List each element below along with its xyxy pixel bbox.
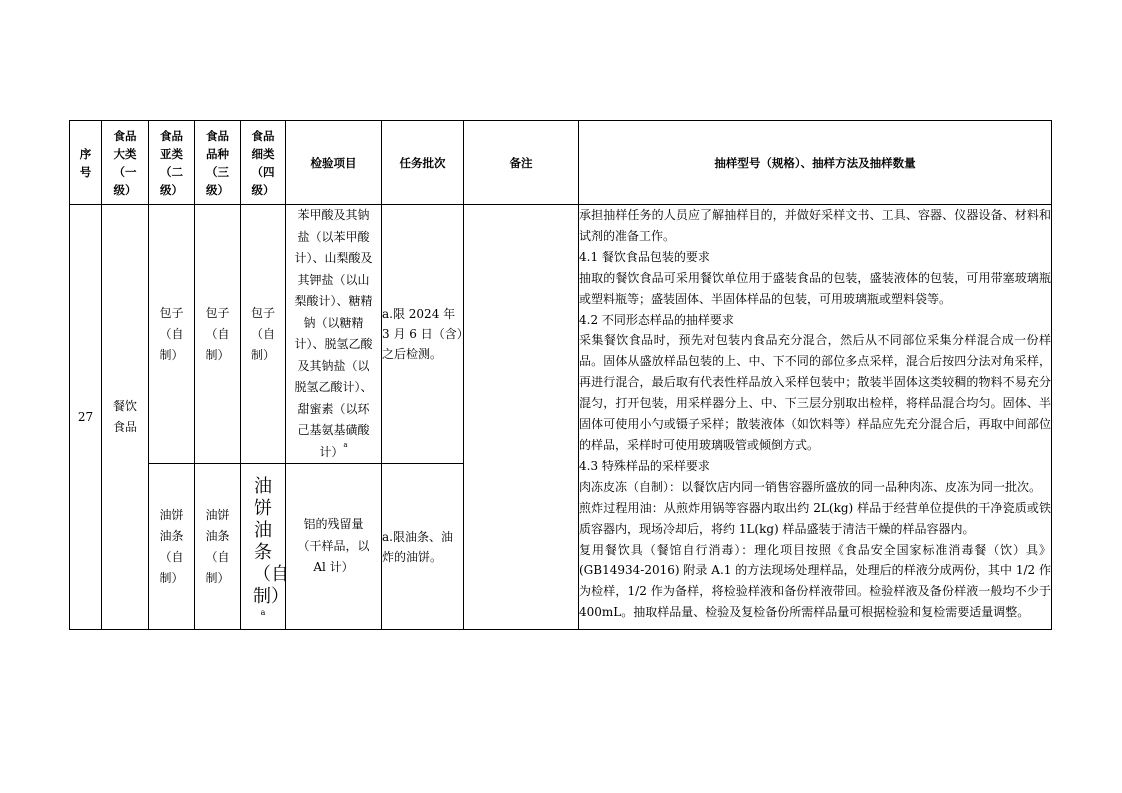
items-cell: 铝的残留量（干样品，以 Al 计） — [286, 464, 382, 630]
cat4-cell — [241, 464, 289, 630]
method-paragraph: 煎炸过程用油：从煎炸用锅等容器内取出约 2L(kg) 样品于经营单位提供的干净瓷质或铁质容器内，现场冷却后，将约 1L(kg) 样品盛装于清洁干燥的样品容器内。 — [579, 500, 1051, 536]
method-heading: 4.2 不同形态样品的抽样要求 — [579, 312, 734, 327]
batch-cell: a.限 2024 年 3 月 6 日（含）之后检测。 — [382, 205, 464, 464]
header-cat1: 食品大类（一级） — [102, 121, 149, 205]
method-paragraph: 复用餐饮具（餐馆自行消毒）：理化项目按照《食品安全国家标准消毒餐（饮）具》(GB14934-2016) 附录 A.1 的方法现场处理样品，处理后的样液分成两份，其中 1/2 作为检样，1/2 作为备样，将检验样液和备份样液带回。检验样液及备份样液一般均不少于 400mL。抽取样品量、检验及复检备份所需样品量可根据检验和复检需要适量调整。 — [579, 542, 1051, 620]
note-cell — [464, 205, 579, 630]
method-paragraph: 抽取的餐饮食品可采用餐饮单位用于盛装食品的包装，盛装液体的包装，可用带塞玻璃瓶或塑料瓶等；盛装固体、半固体样品的包装，可用玻璃瓶或塑料袋等。 — [579, 270, 1051, 306]
header-cat4: 食品细类（四级） — [241, 121, 286, 205]
items-text: 苯甲酸及其钠盐（以苯甲酸计）、山梨酸及其钾盐（以山梨酸计）、糖精钠（以糖精计）、脱氢乙酸及其钠盐（以脱氢乙酸计）、甜蜜素（以环己基氨基磺酸计） — [294, 208, 373, 459]
method-paragraph: 采集餐饮食品时，预先对包装内食品充分混合，然后从不同部位采集分样混合成一份样品。固体从盛放样品包装的上、中、下不同的部位多点采样，混合后按四分法对角采样，再进行混合，最后取有代表性样品放入采样包装中；散装半固体这类较稠的物料不易充分混匀，打开包装，用采样器分上、中、下三层分别取出检样，将样品混合均匀。固体、半固体可使用小勺或镊子采样；散装液体（如饮料等）样品应先充分混合后，再取中间部位的样品，采样时可使用玻璃吸管或倾倒方式。 — [579, 333, 1051, 452]
cat2-cell: 包子（自制） — [149, 205, 195, 464]
method-heading: 4.3 特殊样品的采样要求 — [579, 458, 710, 473]
table-row — [70, 205, 1052, 464]
header-method: 抽样型号（规格）、抽样方法及抽样数量 — [579, 121, 1052, 205]
header-batch: 任务批次 — [382, 121, 464, 205]
header-cat3: 食品品种（三级） — [195, 121, 241, 205]
method-paragraph: 承担抽样任务的人员应了解抽样目的，并做好采样文书、工具、容器、仪器设备、材料和试剂的准备工作。 — [579, 208, 1051, 243]
items-cell — [286, 205, 382, 464]
header-row — [70, 121, 1052, 205]
seq-cell: 27 — [70, 205, 102, 630]
method-paragraph: 肉冻皮冻（自制）：以餐饮店内同一销售容器所盛放的同一品种肉冻、皮冻为同一批次。 — [579, 479, 1042, 494]
cat3-cell: 油饼油条（自制） — [195, 464, 241, 630]
header-note: 备注 — [464, 121, 579, 205]
cat1-cell: 餐饮食品 — [102, 205, 149, 630]
method-heading: 4.1 餐饮食品包装的要求 — [579, 249, 710, 264]
method-cell — [579, 205, 1052, 630]
header-seq: 序号 — [70, 121, 102, 205]
footnote-mark: a — [343, 440, 348, 449]
footnote-mark: a — [260, 607, 266, 617]
cat2-cell: 油饼油条（自制） — [149, 464, 195, 630]
header-cat2: 食品亚类（二级） — [149, 121, 195, 205]
sampling-table — [69, 120, 1052, 630]
header-items: 检验项目 — [286, 121, 382, 205]
cat4-large-text: 油饼油条（自制） — [253, 475, 289, 607]
cat4-cell: 包子（自制） — [241, 205, 286, 464]
batch-cell: a.限油条、油炸的油饼。 — [382, 464, 464, 630]
cat3-cell: 包子（自制） — [195, 205, 241, 464]
